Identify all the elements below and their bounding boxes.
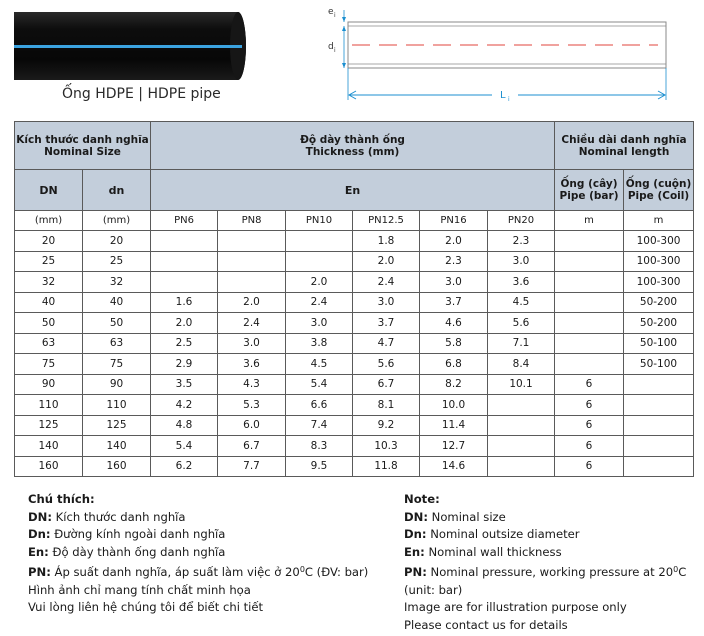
header-dn: dn bbox=[83, 170, 151, 211]
table-cell: 5.4 bbox=[286, 374, 353, 395]
table-cell: 2.3 bbox=[420, 251, 488, 272]
table-cell: 4.3 bbox=[218, 374, 286, 395]
table-cell: 4.6 bbox=[420, 313, 488, 334]
table-cell: 8.3 bbox=[286, 436, 353, 457]
table-cell: 2.9 bbox=[151, 354, 218, 375]
table-cell: 10.1 bbox=[488, 374, 555, 395]
table-cell: 5.6 bbox=[353, 354, 420, 375]
table-cell: 5.3 bbox=[218, 395, 286, 416]
units-row bbox=[15, 211, 694, 231]
table-cell: 40 bbox=[15, 292, 83, 313]
header-row-2 bbox=[15, 170, 694, 211]
table-cell: 20 bbox=[83, 231, 151, 252]
table-cell: 6.2 bbox=[151, 456, 218, 477]
table-cell bbox=[488, 415, 555, 436]
table-cell: 63 bbox=[83, 333, 151, 354]
table-cell: 4.7 bbox=[353, 333, 420, 354]
notes-en-title: Note: bbox=[404, 492, 440, 506]
notes-english bbox=[404, 491, 694, 634]
table-cell: 6.6 bbox=[286, 395, 353, 416]
notes-vi-title: Chú thích: bbox=[28, 492, 95, 506]
table-cell: 2.4 bbox=[218, 313, 286, 334]
table-row bbox=[15, 456, 694, 477]
table-row bbox=[15, 436, 694, 457]
unit-cell: PN12.5 bbox=[353, 211, 420, 231]
table-cell: 2.4 bbox=[353, 272, 420, 293]
table-cell bbox=[624, 395, 694, 416]
table-cell: 6.0 bbox=[218, 415, 286, 436]
hdpe-pipe-image bbox=[14, 12, 246, 80]
table-cell bbox=[624, 374, 694, 395]
table-row bbox=[15, 354, 694, 375]
table-cell bbox=[624, 415, 694, 436]
table-cell: 160 bbox=[15, 456, 83, 477]
l-label: L bbox=[500, 90, 506, 101]
table-cell bbox=[488, 436, 555, 457]
table-cell: 40 bbox=[83, 292, 151, 313]
table-cell: 20 bbox=[15, 231, 83, 252]
table-row bbox=[15, 374, 694, 395]
table-cell: 90 bbox=[15, 374, 83, 395]
table-cell: 11.4 bbox=[420, 415, 488, 436]
notes-en-line: Please contact us for details bbox=[404, 617, 568, 632]
table-row bbox=[15, 333, 694, 354]
table-cell: 125 bbox=[15, 415, 83, 436]
table-cell: 6 bbox=[555, 374, 624, 395]
unit-cell: m bbox=[555, 211, 624, 231]
unit-cell: PN16 bbox=[420, 211, 488, 231]
table-row bbox=[15, 395, 694, 416]
notes-en-line: DN: Nominal size bbox=[404, 509, 506, 524]
table-cell: 14.6 bbox=[420, 456, 488, 477]
table-cell: 100-300 bbox=[624, 231, 694, 252]
notes-vi-line: En: Độ dày thành ống danh nghĩa bbox=[28, 544, 226, 559]
table-cell: 6 bbox=[555, 415, 624, 436]
header-thickness: Độ dày thành ống Thickness (mm) bbox=[151, 122, 555, 170]
table-cell bbox=[555, 272, 624, 293]
table-cell: 2.4 bbox=[286, 292, 353, 313]
table-cell: 50-100 bbox=[624, 354, 694, 375]
table-cell: 1.6 bbox=[151, 292, 218, 313]
table-cell: 9.5 bbox=[286, 456, 353, 477]
table-cell: 4.8 bbox=[151, 415, 218, 436]
table-cell: 7.7 bbox=[218, 456, 286, 477]
table-cell: 10.0 bbox=[420, 395, 488, 416]
unit-cell: (mm) bbox=[83, 211, 151, 231]
table-cell: 8.4 bbox=[488, 354, 555, 375]
table-cell: 4.2 bbox=[151, 395, 218, 416]
table-cell: 50-200 bbox=[624, 313, 694, 334]
header-DN: DN bbox=[15, 170, 83, 211]
unit-cell: m bbox=[624, 211, 694, 231]
notes-vi-line: Hình ảnh chỉ mang tính chất minh họa bbox=[28, 582, 251, 597]
table-cell: 7.1 bbox=[488, 333, 555, 354]
table-cell: 2.5 bbox=[151, 333, 218, 354]
notes-en-line: En: Nominal wall thickness bbox=[404, 544, 562, 559]
e-subscript: i bbox=[334, 12, 336, 19]
table-row bbox=[15, 272, 694, 293]
header-pipe-coil: Ống (cuộn) Pipe (Coil) bbox=[624, 170, 694, 211]
hdpe-spec-table bbox=[14, 121, 694, 477]
table-cell: 6.7 bbox=[353, 374, 420, 395]
table-cell: 8.1 bbox=[353, 395, 420, 416]
notes-vi-line: Vui lòng liên hệ chúng tôi để biết chi tiết bbox=[28, 600, 264, 614]
table-cell: 1.8 bbox=[353, 231, 420, 252]
table-cell bbox=[555, 354, 624, 375]
table-cell bbox=[488, 456, 555, 477]
table-cell: 6 bbox=[555, 395, 624, 416]
table-cell: 3.0 bbox=[286, 313, 353, 334]
table-cell: 11.8 bbox=[353, 456, 420, 477]
unit-cell: PN6 bbox=[151, 211, 218, 231]
table-cell bbox=[151, 251, 218, 272]
table-cell: 6.8 bbox=[420, 354, 488, 375]
table-cell bbox=[555, 231, 624, 252]
table-cell bbox=[151, 231, 218, 252]
l-subscript: i bbox=[508, 96, 510, 102]
table-cell: 2.3 bbox=[488, 231, 555, 252]
notes-en-line: (unit: bar) bbox=[404, 582, 463, 597]
table-cell: 5.8 bbox=[420, 333, 488, 354]
table-cell: 10.3 bbox=[353, 436, 420, 457]
notes-en-line: Image are for illustration purpose only bbox=[404, 600, 627, 614]
unit-cell: PN8 bbox=[218, 211, 286, 231]
notes-vi-line: PN: Áp suất danh nghĩa, áp suất làm việc ở $20^0C$ (ĐV: bar) bbox=[28, 565, 369, 579]
table-cell: 32 bbox=[83, 272, 151, 293]
table-cell: 3.0 bbox=[218, 333, 286, 354]
table-cell: 25 bbox=[15, 251, 83, 272]
table-cell: 63 bbox=[15, 333, 83, 354]
table-cell: 75 bbox=[83, 354, 151, 375]
header-En: En bbox=[151, 170, 555, 211]
table-cell: 4.5 bbox=[286, 354, 353, 375]
table-row bbox=[15, 415, 694, 436]
table-cell: 2.0 bbox=[286, 272, 353, 293]
table-cell: 5.6 bbox=[488, 313, 555, 334]
pipe-caption: Ống HDPE | HDPE pipe bbox=[62, 86, 221, 102]
table-cell bbox=[151, 272, 218, 293]
table-cell: 3.7 bbox=[353, 313, 420, 334]
notes-en-line: PN: Nominal pressure, working pressure at $20^0C$ bbox=[404, 565, 687, 579]
table-cell: 5.4 bbox=[151, 436, 218, 457]
table-cell: 90 bbox=[83, 374, 151, 395]
table-cell: 3.0 bbox=[420, 272, 488, 293]
unit-cell: PN20 bbox=[488, 211, 555, 231]
table-cell: 3.7 bbox=[420, 292, 488, 313]
table-cell: 75 bbox=[15, 354, 83, 375]
unit-cell: (mm) bbox=[15, 211, 83, 231]
table-cell: 2.0 bbox=[420, 231, 488, 252]
table-body bbox=[15, 231, 694, 477]
table-row bbox=[15, 251, 694, 272]
table-cell bbox=[286, 251, 353, 272]
table-cell: 3.0 bbox=[353, 292, 420, 313]
table-cell: 160 bbox=[83, 456, 151, 477]
table-cell: 100-300 bbox=[624, 272, 694, 293]
table-cell: 3.6 bbox=[488, 272, 555, 293]
pipe-dimension-diagram bbox=[322, 2, 672, 102]
table-cell: 50-200 bbox=[624, 292, 694, 313]
notes-en-line: Dn: Nominal outsize diameter bbox=[404, 527, 580, 541]
table-cell bbox=[555, 251, 624, 272]
table-cell: 2.0 bbox=[151, 313, 218, 334]
table-cell: 50 bbox=[83, 313, 151, 334]
notes-vi-line: DN: Kích thước danh nghĩa bbox=[28, 509, 186, 524]
table-cell: 140 bbox=[83, 436, 151, 457]
table-cell bbox=[555, 292, 624, 313]
table-cell bbox=[555, 333, 624, 354]
table-cell: 100-300 bbox=[624, 251, 694, 272]
table-cell: 9.2 bbox=[353, 415, 420, 436]
table-row bbox=[15, 231, 694, 252]
table-cell: 110 bbox=[83, 395, 151, 416]
table-row bbox=[15, 313, 694, 334]
header-pipe-bar: Ống (cây) Pipe (bar) bbox=[555, 170, 624, 211]
table-cell: 3.5 bbox=[151, 374, 218, 395]
table-cell: 3.6 bbox=[218, 354, 286, 375]
table-cell: 125 bbox=[83, 415, 151, 436]
table-cell bbox=[218, 251, 286, 272]
table-cell: 2.0 bbox=[218, 292, 286, 313]
table-cell bbox=[555, 313, 624, 334]
notes-vietnamese bbox=[28, 491, 368, 617]
table-cell bbox=[286, 231, 353, 252]
header-row-1 bbox=[15, 122, 694, 170]
e-label: e bbox=[328, 7, 334, 17]
header-nominal-size: Kích thước danh nghĩa Nominal Size bbox=[15, 122, 151, 170]
unit-cell: PN10 bbox=[286, 211, 353, 231]
d-subscript: i bbox=[334, 47, 336, 54]
d-label: d bbox=[328, 42, 334, 52]
table-cell bbox=[624, 456, 694, 477]
table-cell: 4.5 bbox=[488, 292, 555, 313]
table-cell: 110 bbox=[15, 395, 83, 416]
table-cell: 50-100 bbox=[624, 333, 694, 354]
table-cell: 2.0 bbox=[353, 251, 420, 272]
table-cell bbox=[218, 231, 286, 252]
notes-vi-line: Dn: Đường kính ngoài danh nghĩa bbox=[28, 527, 226, 541]
table-cell: 32 bbox=[15, 272, 83, 293]
table-cell: 3.8 bbox=[286, 333, 353, 354]
table-cell: 50 bbox=[15, 313, 83, 334]
table-cell bbox=[488, 395, 555, 416]
header-nominal-length: Chiều dài danh nghĩa Nominal length bbox=[555, 122, 694, 170]
table-row bbox=[15, 292, 694, 313]
table-cell: 12.7 bbox=[420, 436, 488, 457]
table-cell bbox=[624, 436, 694, 457]
table-cell: 8.2 bbox=[420, 374, 488, 395]
table-cell: 6 bbox=[555, 436, 624, 457]
table-cell: 6.7 bbox=[218, 436, 286, 457]
table-cell: 3.0 bbox=[488, 251, 555, 272]
table-cell: 7.4 bbox=[286, 415, 353, 436]
table-cell: 6 bbox=[555, 456, 624, 477]
table-cell: 25 bbox=[83, 251, 151, 272]
table-cell bbox=[218, 272, 286, 293]
table-cell: 140 bbox=[15, 436, 83, 457]
